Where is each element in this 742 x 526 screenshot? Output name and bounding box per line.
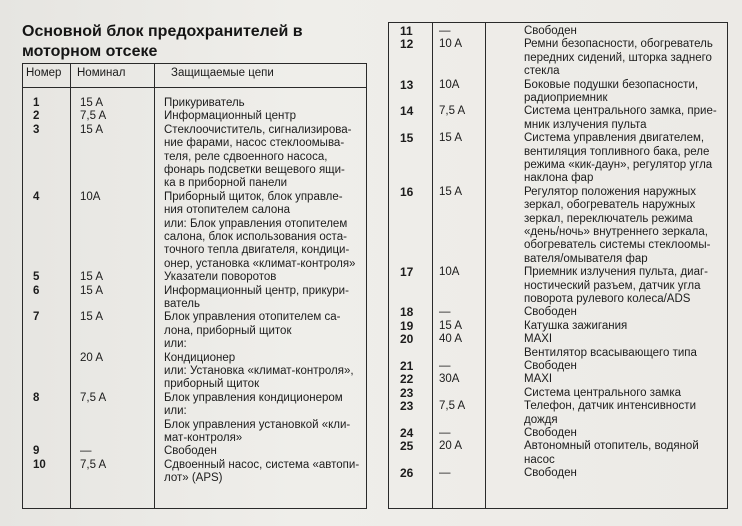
table-row <box>389 38 727 78</box>
circuit-line: или: Установка «климат-контроля», <box>164 364 354 377</box>
table-row <box>389 333 727 360</box>
fuse-rating: 7,5 A <box>439 400 466 413</box>
fuse-number: 7 <box>33 311 40 324</box>
fuse-rating: 10 A <box>439 38 463 51</box>
circuit-line: ватель <box>164 297 200 310</box>
circuit-line: Информационный центр <box>164 110 297 123</box>
table-row <box>23 311 366 351</box>
fuse-rating: 20 A <box>439 440 463 453</box>
circuit-line: Свободен <box>524 25 577 37</box>
fuse-rating: 15 A <box>439 185 463 198</box>
table-row <box>389 440 727 467</box>
circuit-line: Вентилятор всасывающего типа <box>524 346 697 359</box>
fuse-rating: 30A <box>439 373 460 386</box>
protected-circuits <box>164 271 276 284</box>
circuit-line: «день/ночь» внутреннего зеркала, <box>524 225 708 238</box>
circuit-line: Свободен <box>524 426 577 439</box>
fuse-number: 15 <box>400 131 414 146</box>
table-row <box>389 266 727 306</box>
table-row <box>389 306 727 319</box>
circuit-line: Система управления двигателем, <box>524 132 705 145</box>
circuit-line: Блок управления кондиционером <box>164 391 343 404</box>
table-row <box>389 427 727 440</box>
protected-circuits <box>524 38 713 78</box>
circuit-line: Боковые подушки безопасности, <box>524 78 699 91</box>
page-title <box>22 22 367 62</box>
left-rows <box>23 97 366 486</box>
circuit-line: Телефон, датчик интенсивности <box>524 400 696 413</box>
table-row <box>389 320 727 333</box>
circuit-line: мат-контроля» <box>164 431 243 444</box>
table-row <box>389 360 727 373</box>
table-row <box>389 400 727 427</box>
circuit-line: Свободен <box>524 359 577 372</box>
fuse-number: 20 <box>400 332 414 347</box>
fuse-number: 18 <box>400 305 414 320</box>
table-row <box>389 105 727 132</box>
fuse-rating: 15 A <box>80 123 104 136</box>
circuit-line: дождя <box>524 413 558 426</box>
protected-circuits <box>524 400 696 427</box>
fuse-number: 3 <box>33 123 40 136</box>
table-row <box>23 191 366 271</box>
circuit-line: радиоприемник <box>524 91 608 104</box>
circuit-line: обогреватель системы стеклоомы- <box>524 239 711 252</box>
circuit-line: Система центрального замка <box>524 386 682 399</box>
fuse-number: 5 <box>33 271 40 284</box>
fuse-rating: 10A <box>439 266 460 279</box>
fuse-number: 16 <box>400 184 414 199</box>
circuit-line: Блок управления установкой «кли- <box>164 418 351 431</box>
fuse-number: 10 <box>33 458 46 471</box>
circuit-line: Приемник излучения пульта, диаг- <box>524 266 709 279</box>
header-number: Номер <box>26 67 62 79</box>
circuit-line: ностический разъем, датчик угла <box>524 279 701 292</box>
table-row <box>389 467 727 480</box>
protected-circuits <box>164 124 351 191</box>
table-row <box>389 186 727 266</box>
protected-circuits <box>524 333 697 360</box>
table-row <box>23 392 366 446</box>
table-row <box>23 459 366 486</box>
circuit-line: лона, приборный щиток <box>164 324 292 337</box>
fuse-rating: — <box>439 306 451 319</box>
circuit-line: поворота рулевого колеса/ADS <box>524 292 691 305</box>
protected-circuits <box>164 445 217 458</box>
fuse-rating: 15 A <box>439 132 463 145</box>
protected-circuits <box>164 285 349 312</box>
circuit-line: ние фарами, насос стеклоомыва- <box>164 137 345 150</box>
protected-circuits <box>524 467 577 480</box>
protected-circuits <box>524 105 717 132</box>
circuit-line: лот» (APS) <box>164 472 223 485</box>
circuit-line: или: <box>164 338 187 351</box>
circuit-line: ка в приборной панели <box>164 177 288 190</box>
fuse-table-right <box>388 22 728 509</box>
circuit-line: режима «кик-даун», регулятор угла <box>524 158 713 171</box>
table-row <box>23 97 366 110</box>
table-row <box>23 110 366 123</box>
circuit-line: передних сидений, шторка заднего <box>524 51 712 64</box>
table-row <box>23 124 366 191</box>
circuit-line: мник излучения пульта <box>524 118 647 131</box>
circuit-line: Ремни безопасности, обогреватель <box>524 38 713 51</box>
fuse-number: 23 <box>400 385 414 400</box>
table-row <box>23 352 366 392</box>
circuit-line: насос <box>524 453 555 466</box>
table-row <box>389 373 727 386</box>
fuse-rating: 15 A <box>80 97 104 109</box>
header-circuits: Защищаемые цепи <box>171 67 274 79</box>
circuit-line: Свободен <box>164 445 217 458</box>
fuse-rating: 15 A <box>80 311 104 324</box>
protected-circuits <box>524 306 577 319</box>
circuit-line: наклона фар <box>524 172 594 185</box>
circuit-line: ния отопителем салона <box>164 204 291 217</box>
circuit-line: Блок управления отопителем са- <box>164 311 341 324</box>
protected-circuits <box>524 266 708 306</box>
circuit-line: или: <box>164 405 187 418</box>
table-row <box>389 387 727 400</box>
fuse-number: 14 <box>400 104 414 119</box>
fuse-rating: — <box>439 467 451 480</box>
fuse-number: 13 <box>400 77 414 92</box>
circuit-line: фонарь подсветки вещевого ящи- <box>164 164 345 176</box>
circuit-line: Автономный отопитель, водяной <box>524 440 699 453</box>
fuse-rating: 7,5 A <box>80 391 107 404</box>
circuit-line: вентиляция топливного бака, реле <box>524 145 710 158</box>
circuit-line: точного тепла двигателя, кондици- <box>164 244 350 257</box>
fuse-rating: 40 A <box>439 333 463 346</box>
protected-circuits <box>164 97 245 110</box>
circuit-line: Система центрального замка, прие- <box>524 105 717 118</box>
fuse-number: 25 <box>400 439 414 454</box>
circuit-line: или: Блок управления отопителем <box>164 217 348 230</box>
title-line-1: Основной блок предохранителей в <box>22 23 303 40</box>
fuse-rating: 15 A <box>80 284 104 297</box>
circuit-line: зеркал, обогреватель наружных <box>524 199 696 212</box>
circuit-line: MAXI <box>524 333 553 346</box>
table-row <box>389 25 727 38</box>
table-row <box>23 271 366 284</box>
protected-circuits <box>164 191 355 271</box>
protected-circuits <box>524 440 699 467</box>
circuit-line: теля, реле сдвоенного насоса, <box>164 150 328 163</box>
fuse-rating: — <box>439 426 451 439</box>
fuse-number: 19 <box>400 318 414 333</box>
circuit-line: Прикуриватель <box>164 97 245 109</box>
table-row <box>389 79 727 106</box>
protected-circuits <box>524 132 712 186</box>
header-divider <box>23 87 366 88</box>
protected-circuits <box>524 427 577 440</box>
protected-circuits <box>164 459 359 486</box>
fuse-number: 24 <box>400 425 414 440</box>
fuse-rating: 15 A <box>439 319 463 332</box>
protected-circuits <box>164 352 354 392</box>
table-row <box>389 132 727 186</box>
fuse-number: 11 <box>400 24 413 38</box>
fuse-rating: — <box>439 25 451 37</box>
fuse-number: 2 <box>33 110 40 123</box>
fuse-number: 22 <box>400 372 414 387</box>
circuit-line: Катушка зажигания <box>524 319 628 332</box>
protected-circuits <box>524 79 698 106</box>
circuit-line: Свободен <box>524 467 577 480</box>
fuse-rating: — <box>439 359 451 372</box>
protected-circuits <box>524 186 710 266</box>
fuse-number: 23 <box>400 399 414 414</box>
circuit-line: Приборный щиток, блок управле- <box>164 190 343 203</box>
fuse-rating: — <box>80 445 92 458</box>
fuse-rating: 20 A <box>80 351 104 364</box>
protected-circuits <box>524 320 627 333</box>
table-row <box>23 285 366 312</box>
protected-circuits <box>524 373 552 386</box>
fuse-rating: 15 A <box>80 271 104 284</box>
circuit-line: приборный щиток <box>164 378 260 391</box>
fuse-number: 8 <box>33 391 40 404</box>
circuit-line: зеркал, переключатель режима <box>524 212 693 225</box>
fuse-number: 26 <box>400 466 414 481</box>
fuse-rating: 7,5 A <box>80 110 107 123</box>
protected-circuits <box>524 360 577 373</box>
fuse-rating: 10A <box>439 78 460 91</box>
protected-circuits <box>164 392 350 446</box>
header-rating: Номинал <box>77 67 126 79</box>
fuse-number: 12 <box>400 37 414 52</box>
table-row <box>23 445 366 458</box>
circuit-line: вателя/омывателя фар <box>524 252 648 265</box>
protected-circuits <box>164 311 340 351</box>
fuse-number: 1 <box>33 97 40 109</box>
circuit-line: Сдвоенный насос, система «автопи- <box>164 458 360 471</box>
circuit-line: онер, установка «климат-контроля» <box>164 257 356 270</box>
circuit-line: Кондиционер <box>164 351 236 364</box>
circuit-line: Стеклоочиститель, сигнализирова- <box>164 123 352 136</box>
fuse-number: 17 <box>400 265 414 280</box>
circuit-line: салона, блок использования оста- <box>164 231 347 243</box>
fuse-number: 6 <box>33 284 40 297</box>
protected-circuits <box>524 387 681 400</box>
circuit-line: стекла <box>524 65 560 78</box>
protected-circuits <box>164 110 296 123</box>
fuse-number: 21 <box>400 358 414 373</box>
fuse-rating: 7,5 A <box>80 458 107 471</box>
circuit-line: Свободен <box>524 306 577 319</box>
circuit-line: Регулятор положения наружных <box>524 185 697 198</box>
protected-circuits <box>524 25 577 38</box>
circuit-line: MAXI <box>524 373 553 386</box>
fuse-number: 4 <box>33 190 40 203</box>
circuit-line: Указатели поворотов <box>164 271 277 284</box>
fuse-table-left <box>22 63 367 509</box>
fuse-rating: 7,5 A <box>439 105 466 118</box>
right-rows <box>389 25 727 480</box>
fuse-number: 9 <box>33 445 40 458</box>
fuse-rating: 10A <box>80 190 101 203</box>
circuit-line: Информационный центр, прикури- <box>164 284 349 297</box>
title-line-2: моторном отсеке <box>22 43 158 60</box>
